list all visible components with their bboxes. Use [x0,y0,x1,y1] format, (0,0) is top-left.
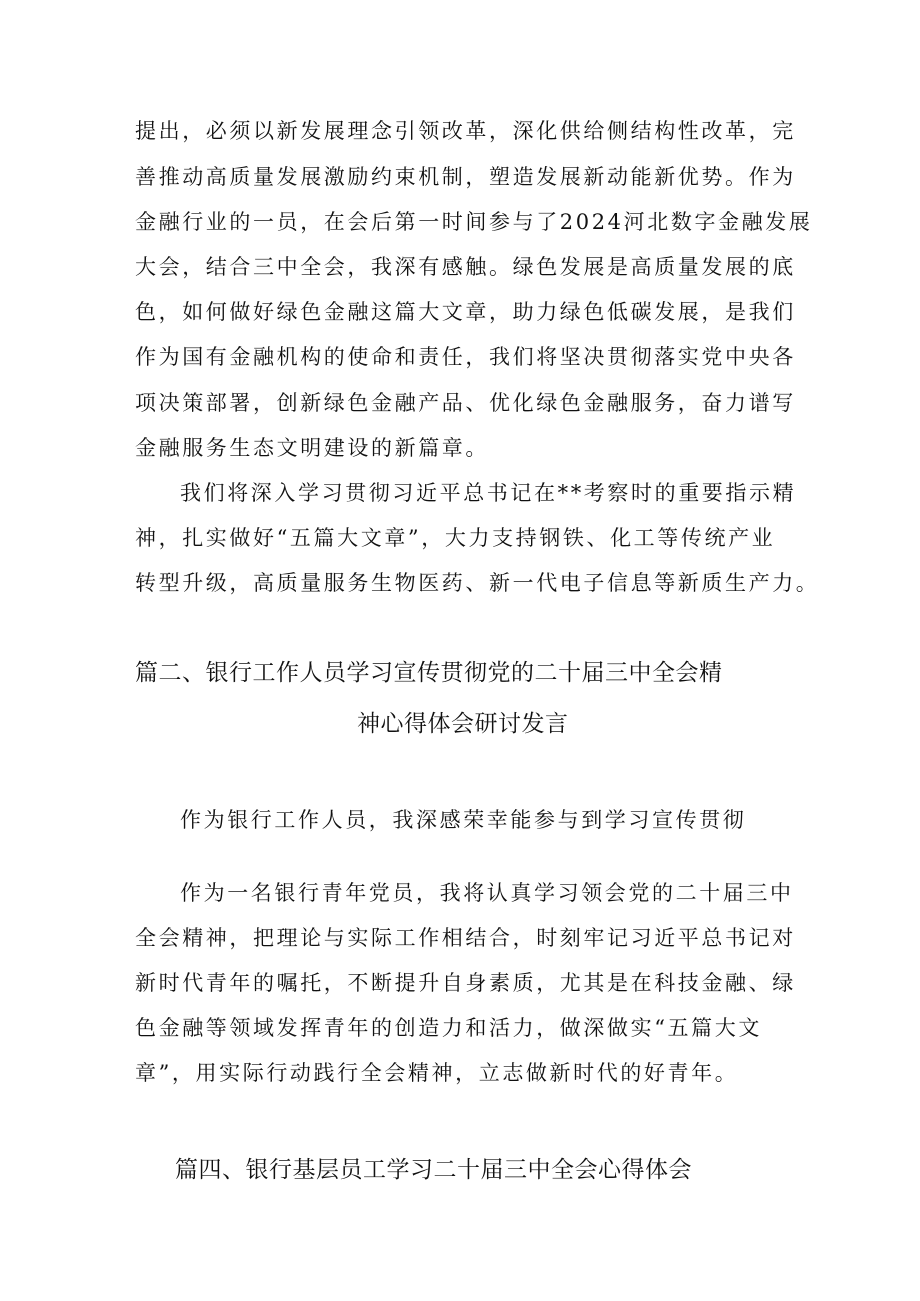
text-line: 作为一名银行青年党员，我将认真学习领会党的二十届三中 [180,881,794,905]
text-line: 作为银行工作人员，我深感荣幸能参与到学习宣传贯彻 [180,808,747,832]
text-line: 金融服务生态文明建设的新篇章。 [135,436,489,460]
text-line: 作为国有金融机构的使命和责任，我们将坚决贯彻落实党中央各 [135,345,796,369]
text-line: 神，扎实做好“五篇大文章”，大力支持钢铁、化工等传统产业 [135,526,776,550]
section-title-line: 神心得体会研讨发言 [357,711,569,737]
text-line: 提出，必须以新发展理念引领改革，深化供给侧结构性改革，完 [135,119,796,143]
text-line: 新时代青年的嘱托，不断提升自身素质，尤其是在科技金融、绿 [135,971,796,995]
text-line: 色，如何做好绿色金融这篇大文章，助力绿色低碳发展，是我们 [135,300,796,324]
text-line: 善推动高质量发展激励约束机制，塑造发展新动能新优势。作为 [135,165,796,189]
section-title-line: 篇四、银行基层员工学习二十届三中全会心得体会 [175,1157,692,1183]
text-line: 大会，结合三中全会，我深有感触。绿色发展是高质量发展的底 [135,255,796,279]
text-line: 我们将深入学习贯彻习近平总书记在**考察时的重要指示精 [180,481,797,505]
text-line: 转型升级，高质量服务生物医药、新一代电子信息等新质生产力。 [135,571,820,595]
text-line: 色金融等领域发挥青年的创造力和活力，做深做实“五篇大文 [135,1016,762,1040]
text-line: 全会精神，把理论与实际工作相结合，时刻牢记习近平总书记对 [135,926,796,950]
text-line: 章”，用实际行动践行全会精神，立志做新时代的好青年。 [135,1061,739,1085]
text-line: 项决策部署，创新绿色金融产品、优化绿色金融服务，奋力谱写 [135,391,796,415]
text-line: 金融行业的一员，在会后第一时间参与了2024河北数字金融发展 [135,210,813,234]
section-title-line: 篇二、银行工作人员学习宣传贯彻党的二十届三中全会精 [135,660,723,686]
